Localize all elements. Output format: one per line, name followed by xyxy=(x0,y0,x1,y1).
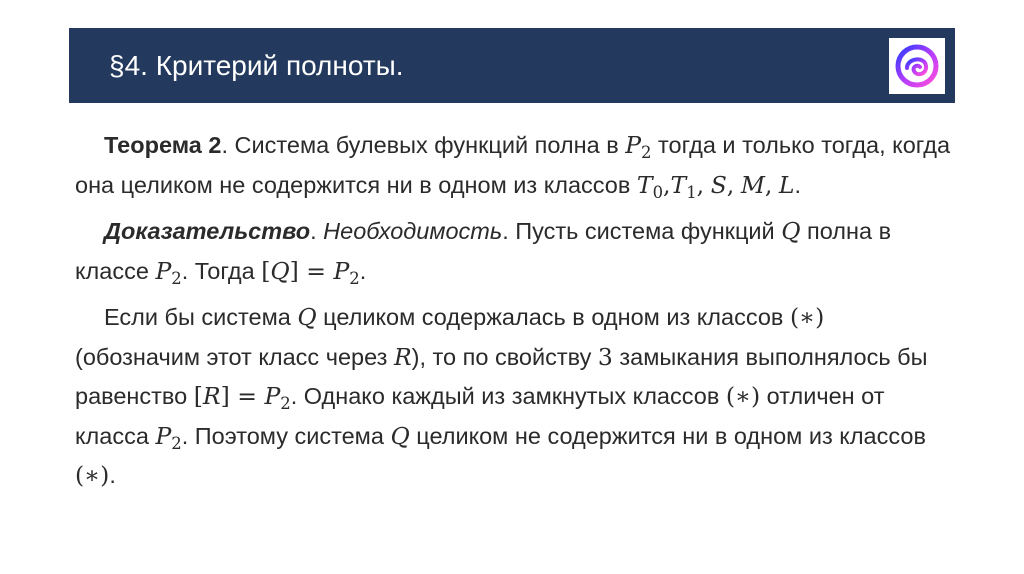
proof-label: Доказательство xyxy=(104,218,311,244)
math-P xyxy=(333,256,360,288)
math-comma: , xyxy=(696,170,705,199)
text: Если бы система xyxy=(104,304,298,330)
text: . Однако каждый из замкнутых классов xyxy=(290,383,726,409)
proof-paragraph xyxy=(75,212,955,291)
text: целиком содержалась в одном из классов xyxy=(316,304,790,330)
math-bracket: [ xyxy=(261,256,271,285)
text: отличен от класса xyxy=(75,383,885,449)
math-L: L xyxy=(778,170,795,199)
text: (обозначим этот класс через xyxy=(75,343,394,370)
text: полна в классе xyxy=(75,218,892,284)
math-var: P xyxy=(625,131,642,159)
math-equals: ] = xyxy=(220,382,265,410)
slide-header xyxy=(69,28,955,103)
math-T0 xyxy=(636,170,664,202)
subscript: 0 xyxy=(652,182,664,202)
text: ), то по свойству xyxy=(411,343,598,370)
math-var: P xyxy=(333,256,350,285)
math-R: R xyxy=(202,382,221,410)
math-comma: , xyxy=(663,170,671,199)
slide-body xyxy=(75,126,955,503)
math-bracket: [ xyxy=(193,382,203,410)
math-S: S xyxy=(710,170,727,199)
slide-title: §4. Критерий полноты. xyxy=(109,50,404,81)
math-T1 xyxy=(670,170,697,202)
subscript: 2 xyxy=(349,268,360,288)
text: . xyxy=(359,257,367,284)
math-comma: , xyxy=(726,170,735,199)
math-star: (∗) xyxy=(75,461,110,489)
swirl-logo-icon xyxy=(895,44,939,88)
theorem-paragraph xyxy=(75,126,955,205)
math-equals: ] = xyxy=(289,256,334,285)
math-var: P xyxy=(155,256,172,285)
math-Q: Q xyxy=(270,256,290,285)
math-star: (∗) xyxy=(789,303,825,331)
text: целиком не содержится ни в одном из классов xyxy=(409,422,926,449)
subscript: 2 xyxy=(641,142,652,162)
text: . xyxy=(794,171,802,198)
math-P xyxy=(264,382,291,413)
math-P xyxy=(625,131,652,162)
text: . Пусть система функций xyxy=(502,218,782,244)
text: . Тогда xyxy=(181,257,262,284)
math-comma: , xyxy=(764,170,773,199)
necessity-label: Необходимость xyxy=(323,218,503,244)
math-var: P xyxy=(155,421,172,450)
math-var: P xyxy=(264,382,281,410)
math-Q: Q xyxy=(781,217,801,245)
math-var: T xyxy=(636,170,653,199)
theorem-label: Теорема 2 xyxy=(104,132,222,158)
subscript: 2 xyxy=(171,268,182,288)
math-var: T xyxy=(670,170,687,199)
subscript: 2 xyxy=(171,433,182,453)
text: . Система булевых функций полна в xyxy=(221,132,626,158)
math-P xyxy=(155,421,182,453)
text: замыкания выполнялось бы равенство xyxy=(75,343,928,409)
math-Q: Q xyxy=(390,421,410,450)
text: тогда и только тогда, когда она целиком не содержится ни в одном из классов xyxy=(75,132,951,198)
argument-paragraph xyxy=(75,298,955,496)
math-Q: Q xyxy=(297,303,317,331)
subscript: 2 xyxy=(280,393,291,413)
math-R: R xyxy=(393,342,412,371)
math-three: 3 xyxy=(597,342,613,371)
math-P xyxy=(155,256,182,288)
math-star: (∗) xyxy=(725,382,761,410)
logo xyxy=(889,38,945,94)
text: . xyxy=(310,218,324,244)
text: . Поэтому система xyxy=(181,422,391,449)
subscript: 1 xyxy=(686,182,697,202)
math-M: M xyxy=(740,170,765,199)
text: . xyxy=(109,462,116,488)
